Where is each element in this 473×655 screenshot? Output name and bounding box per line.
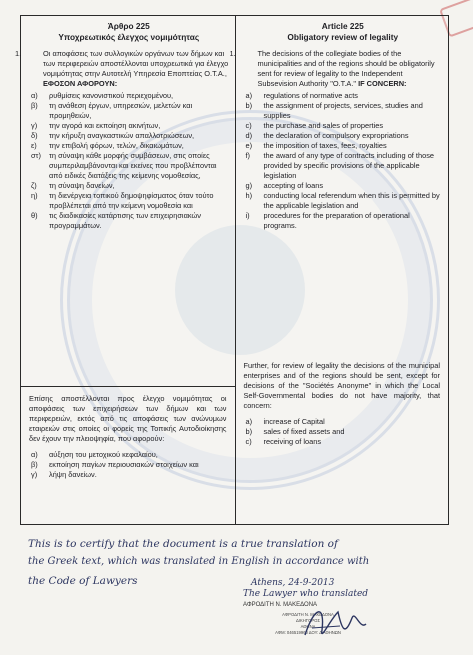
greek-item-marker: δ): [31, 131, 38, 140]
english-bottom-section: [244, 361, 441, 447]
english-item-text: the award of any type of contracts including of those provided by specific provisions of the applicable legislation: [263, 151, 434, 180]
translator-role: The Lawyer who translated: [243, 589, 369, 599]
english-bottom-item-text: sales of fixed assets and: [263, 427, 345, 436]
greek-item-text: ρυθμίσεις κανονιστικού περιεχομένου,: [49, 91, 174, 100]
english-item-marker: c): [245, 121, 252, 130]
english-list-item: [244, 191, 443, 211]
certification-line-2: the Greek text, which was translated in English in accordance with: [28, 556, 370, 567]
english-list-item: [244, 101, 443, 121]
stamp-line: ΑΦΡΟΔΙΤΗ Ν. ΜΑΚΕΔΟΝΑ: [282, 612, 334, 617]
greek-divider: [21, 386, 235, 387]
english-bottom-list-item: [244, 417, 441, 427]
english-list-item: [244, 211, 443, 231]
english-column: [229, 16, 449, 524]
greek-list-item: [29, 101, 229, 121]
english-item-list: [244, 91, 443, 231]
greek-paragraph-text: Οι αποφάσεις των συλλογικών οργάνων των δήμων και των περιφερειών αποστέλλονται υποχρεωτικά για έλεγχο νομιμότητας στην Αυτοτελή Υπηρεσία Εποπτείας Ο.Τ.Α.,: [43, 49, 229, 78]
greek-list-item: [29, 211, 229, 231]
english-list-item: [244, 151, 443, 181]
translator-name: ΑΦΡΟΔΙΤΗ Ν. ΜΑΚΕΔΟΝΑ: [243, 602, 318, 608]
greek-column: [15, 16, 235, 524]
english-item-marker: a): [245, 91, 253, 100]
bilingual-table: [15, 15, 449, 525]
greek-item-text: τη σύναψη δανείων,: [49, 181, 115, 190]
greek-bottom-list-item: [29, 460, 227, 470]
greek-bottom-item-marker: β): [31, 460, 38, 469]
english-bottom-item-marker: c): [245, 437, 252, 446]
english-paragraph-text: The decisions of the collegiate bodies of the municipalities and of the regions should be obligatorily sent for review of legality to the Independent Subsevision Authority "O.T.A.": [257, 49, 435, 88]
greek-bottom-item-text: λήψη δανείων.: [49, 470, 97, 479]
handwritten-signature: [300, 600, 370, 645]
greek-list-item: [29, 191, 229, 211]
greek-item-marker: ζ): [31, 181, 37, 190]
stamp-line: ΔΙΚΗΓΟΡΟΣ: [296, 618, 320, 623]
greek-list-item: [29, 151, 229, 181]
greek-bottom-list-item: [29, 470, 227, 480]
greek-item-marker: η): [31, 191, 38, 200]
greek-paragraph: [15, 49, 229, 89]
english-bottom-text: Further, for review of legality the decisions of the municipal enterprises and of the regions should be sent, except for decisions of the "Sociétés Anonyme" in which the Local Self-Governmental bodies do not have majority, that concern:: [243, 361, 440, 410]
english-list-item: [244, 91, 443, 101]
english-item-marker: d): [245, 131, 253, 140]
greek-list-item: [29, 141, 229, 151]
english-list-item: [244, 131, 443, 141]
greek-bottom-list-item: [29, 450, 227, 460]
greek-bottom-item-marker: α): [31, 450, 38, 459]
greek-article-title: Άρθρο 225: [107, 21, 150, 31]
greek-item-text: τη διενέργεια τοπικού δημοψηφίσματος όταν τούτο προβλέπεται από την κείμενη νομοθεσία και: [49, 191, 214, 210]
greek-paragraph-number: 1.: [15, 49, 22, 58]
english-item-text: the declaration of compulsory expropriations: [263, 131, 409, 140]
greek-bottom-list: [29, 450, 227, 480]
greek-item-marker: α): [31, 91, 38, 100]
english-bottom-list-item: [244, 437, 441, 447]
greek-list-item: [29, 91, 229, 101]
certification-line-3: the Code of Lawyers: [28, 575, 138, 587]
greek-bottom-text: Επίσης αποστέλλονται προς έλεγχο νομιμότητας οι αποφάσεις των επιχειρήσεων των δήμων και των περιφερειών, εκτός από τις αποφάσεις των ανώνυμων εταιρειών στις οποίες οι φορείς της Τοπικής Αυτοδιοίκησης δεν έχουν την πλειοψηφία, που αφορούν:: [29, 394, 227, 443]
english-article-subtitle: Obligatory review of legality: [287, 32, 399, 42]
english-item-text: the assignment of projects, services, studies and supplies: [263, 101, 423, 120]
greek-article-subtitle: Υποχρεωτικός έλεγχος νομιμότητας: [58, 32, 200, 42]
certification-line-1: This is to certify that the document is a true translation of: [28, 538, 338, 550]
english-list-item: [244, 181, 443, 191]
greek-item-marker: θ): [31, 211, 38, 220]
greek-item-text: τη ανάθεση έργων, υπηρεσιών, μελετών και προμηθειών,: [49, 101, 193, 120]
greek-bottom-item-text: εκποίηση παγίων περιουσιακών στοιχείων και: [49, 460, 199, 469]
english-item-marker: i): [245, 211, 250, 220]
english-bottom-list: [244, 417, 441, 447]
stamp-line: ΑΦΜ: 046519960 ΔΟΥ: Δ ΑΘΗΝΩΝ: [275, 630, 341, 635]
english-item-marker: f): [245, 151, 251, 160]
english-item-marker: e): [245, 141, 253, 150]
english-bottom-list-item: [244, 427, 441, 437]
english-item-marker: b): [245, 101, 253, 110]
greek-bottom-item-marker: γ): [31, 470, 38, 479]
english-item-text: the purchase and sales of properties: [263, 121, 384, 130]
english-item-text: accepting of loans: [263, 181, 324, 190]
english-bottom-item-text: receiving of loans: [263, 437, 322, 446]
english-item-text: procedures for the preparation of operational programs.: [263, 211, 410, 230]
english-item-marker: g): [245, 181, 253, 190]
english-paragraph-emphasis: IF CONCERN:: [358, 79, 407, 88]
english-bottom-item-marker: a): [245, 417, 253, 426]
english-list-item: [244, 141, 443, 151]
greek-item-text: τη σύναψη κάθε μορφής συμβάσεων, στις οποίες συμπεριλαμβάνονται και εκείνες που προβλέπονται από ειδικές διατάξεις της κείμενης νομοθεσίας,: [49, 151, 217, 180]
greek-item-text: την επιβολή φόρων, τελών, δικαιωμάτων,: [49, 141, 184, 150]
greek-bottom-item-text: αύξηση του μετοχικού κεφαλαίου,: [49, 450, 158, 459]
place-date: Athens, 24-9-2013: [251, 578, 335, 588]
greek-item-marker: β): [31, 101, 38, 110]
greek-item-marker: γ): [31, 121, 38, 130]
english-item-text: the imposition of taxes, fees, royalties: [263, 141, 387, 150]
english-item-text: conducting local referendum when this is permitted by the applicable legislation and: [263, 191, 440, 210]
english-item-text: regulations of normative acts: [263, 91, 358, 100]
greek-list-item: [29, 121, 229, 131]
english-paragraph-number: 1.: [229, 49, 236, 58]
english-item-marker: h): [245, 191, 253, 200]
english-list-item: [244, 121, 443, 131]
greek-item-text: τις διαδικασίες κατάρτισης των επιχειρησιακών προγραμμάτων.: [49, 211, 201, 230]
greek-item-text: την κήρυξη αναγκαστικών απαλλοτριώσεων,: [49, 131, 195, 140]
english-paragraph: [229, 49, 443, 89]
english-bottom-item-marker: b): [245, 427, 253, 436]
greek-item-marker: ε): [31, 141, 37, 150]
greek-bottom-section: [29, 394, 227, 480]
greek-item-text: την αγορά και εκποίηση ακινήτων,: [49, 121, 161, 130]
greek-item-list: [29, 91, 229, 231]
stamp-line: ΑΘΗΝΑ: [300, 624, 316, 629]
english-bottom-item-text: increase of Capital: [263, 417, 325, 426]
english-article-title: Article 225: [321, 21, 364, 31]
greek-list-item: [29, 181, 229, 191]
greek-item-marker: στ): [31, 151, 41, 160]
greek-paragraph-emphasis: ΕΦΟΣΟΝ ΑΦΟΡΟΥΝ:: [43, 79, 118, 88]
greek-list-item: [29, 131, 229, 141]
